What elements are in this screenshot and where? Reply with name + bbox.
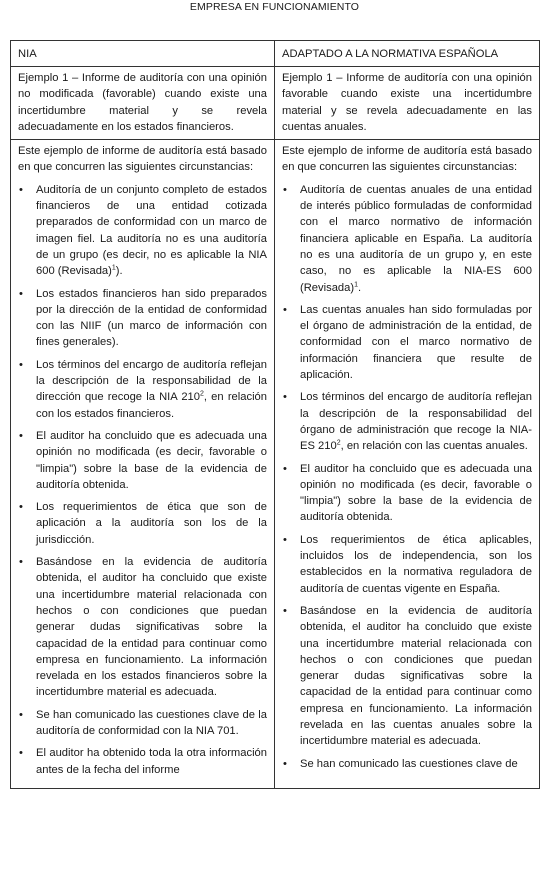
circumstances-list <box>18 182 267 778</box>
bullet-icon: • <box>283 183 287 196</box>
list-item <box>282 302 532 383</box>
bullet-icon: • <box>19 501 23 514</box>
list-item <box>18 707 267 740</box>
list-item-text-tail: . <box>358 281 362 294</box>
list-item-text: Los términos del encargo de auditoría reflejan la descripción de la responsabilidad de la dirección que recoge la NIA 210 <box>36 358 267 404</box>
example-title-adapted: Ejemplo 1 – Informe de auditoría con una opinión favorable cuando existe una incertidumbre material y se revela adecuadamente en las cuentas anuales. <box>275 67 540 140</box>
intro-text: Este ejemplo de informe de auditoría está basado en que concurren las siguientes circunstancias: <box>18 145 267 174</box>
intro-text: Este ejemplo de informe de auditoría está basado en que concurren las siguientes circunstancias: <box>282 145 532 174</box>
list-item <box>18 499 267 548</box>
list-item <box>18 357 267 422</box>
bullet-icon: • <box>19 358 23 371</box>
circumstances-list <box>282 182 532 772</box>
bullet-icon: • <box>19 747 23 760</box>
bullet-icon: • <box>283 391 287 404</box>
list-item <box>282 532 532 597</box>
list-item-text: Se han comunicado las cuestiones clave de la auditoría de conformidad con la NIA 701. <box>36 708 267 737</box>
comparison-table <box>10 40 540 789</box>
example-title-nia: Ejemplo 1 – Informe de auditoría con una opinión no modificada (favorable) cuando existe una incertidumbre material y se revela adecuadamente en los estados financieros. <box>11 67 275 140</box>
list-item-text: Se han comunicado las cuestiones clave de <box>300 757 518 770</box>
page-title: EMPRESA EN FUNCIONAMIENTO <box>189 1 360 13</box>
list-item-text: El auditor ha concluido que es adecuada una opinión no modificada (es decir, favorable o "limpia") sobre la base de la evidencia de auditoría obtenida. <box>300 462 532 524</box>
list-item-text: Los requerimientos de ética aplicables, incluidos los de independencia, son los establecidos en la normativa reguladora de auditoría de cuentas vigente en España. <box>300 533 532 595</box>
list-item <box>282 182 532 296</box>
bullet-icon: • <box>283 462 287 475</box>
list-item-text: Los estados financieros han sido preparados por la dirección de la entidad de conformidad con las NIIF (un marco de información con fines generales). <box>36 287 267 349</box>
content-cell-adapted <box>275 140 540 789</box>
example-title-row <box>11 67 540 140</box>
content-cell-nia <box>11 140 275 789</box>
list-item <box>282 389 532 454</box>
list-item <box>282 461 532 526</box>
list-item <box>18 182 267 280</box>
list-item-text-tail: , en relación con los estados financieros. <box>36 391 267 420</box>
bullet-icon: • <box>19 708 23 721</box>
list-item-text-tail: , en relación con las cuentas anuales. <box>340 440 528 453</box>
column-header-nia: NIA <box>11 41 275 67</box>
list-item-text: Las cuentas anuales han sido formuladas por el órgano de administración de la entidad, de conformidad con el marco normativo de información financiera que resulte de aplicación. <box>300 303 532 382</box>
bullet-icon: • <box>283 303 287 316</box>
bullet-icon: • <box>19 429 23 442</box>
list-item-text: Los términos del encargo de auditoría reflejan la descripción de la responsabilidad del órgano de administración que recoge la NIA-ES 210 <box>300 391 532 453</box>
list-item-text: Basándose en la evidencia de auditoría obtenida, el auditor ha concluido que existe una incertidumbre material relacionada con hechos o con condiciones que puedan generar dudas significativas sobre la capacidad de la entidad para continuar como empresa en funcionamiento. La información revelada en las cuentas anuales sobre la incertidumbre material es adecuada. <box>300 604 532 748</box>
bullet-icon: • <box>19 183 23 196</box>
bullet-icon: • <box>283 757 287 770</box>
footnote-ref: 1 <box>111 264 116 272</box>
list-item <box>18 554 267 701</box>
header-row <box>11 41 540 67</box>
bullet-icon: • <box>19 287 23 300</box>
list-item-text: Auditoría de un conjunto completo de estados financieros de una entidad cotizada preparados de conformidad con un marco de imagen fiel. La auditoría no es una auditoría de un grupo (es decir, no es aplicable la NIA 600 (Revisada) <box>36 183 267 278</box>
footnote-ref: 1 <box>354 280 358 288</box>
list-item-text: El auditor ha obtenido toda la otra información antes de la fecha del informe <box>36 747 267 776</box>
list-item <box>18 745 267 778</box>
list-item-text-tail: ). <box>115 265 123 278</box>
footnote-ref: 2 <box>199 390 204 398</box>
bullet-icon: • <box>283 533 287 546</box>
bullet-icon: • <box>19 556 23 569</box>
list-item-text: Auditoría de cuentas anuales de una entidad de interés público formuladas de conformidad con el marco normativo de información financiera aplicable en España. La auditoría no es una auditoría de un grupo y, en este caso, no es aplicable la NIA-ES 600 (Revisada) <box>300 183 532 294</box>
list-item <box>282 756 532 772</box>
list-item <box>18 428 267 493</box>
column-header-adapted: ADAPTADO A LA NORMATIVA ESPAÑOLA <box>275 41 540 67</box>
list-item-text: Los requerimientos de ética que son de aplicación a la auditoría son los de la jurisdicción. <box>36 501 267 546</box>
list-item-text: Basándose en la evidencia de auditoría obtenida, el auditor ha concluido que existe una incertidumbre material relacionada con hechos o con condiciones que puedan generar dudas significativas sobre la capacidad de la entidad para continuar como empresa en funcionamiento. La información revelada en los estados financieros sobre la incertidumbre material es adecuada. <box>36 556 267 699</box>
footnote-ref: 2 <box>336 439 341 447</box>
list-item <box>18 286 267 351</box>
content-row <box>11 140 540 789</box>
list-item <box>282 603 532 750</box>
list-item-text: El auditor ha concluido que es adecuada una opinión no modificada (es decir, favorable o "limpia") sobre la base de la evidencia de auditoría obtenida. <box>36 429 267 491</box>
bullet-icon: • <box>283 604 287 617</box>
